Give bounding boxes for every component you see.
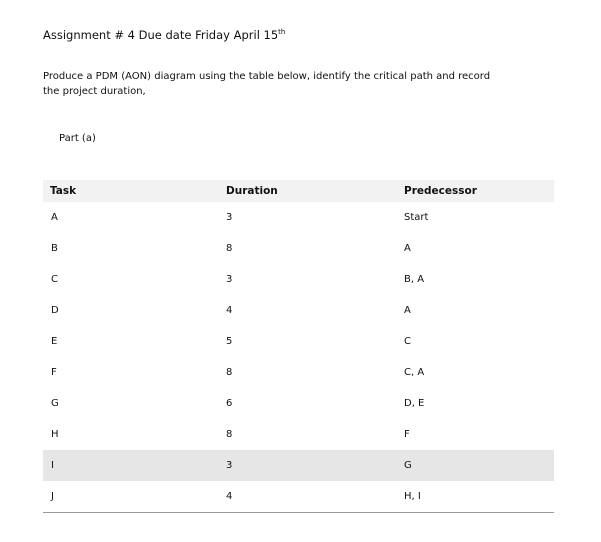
table-header-row: [43, 180, 554, 202]
duration-cell: 3: [219, 450, 397, 481]
predecessor-cell: C: [404, 336, 411, 347]
instructions-text: Produce a PDM (AON) diagram using the table below, identify the critical path and record the project duration,: [43, 71, 491, 97]
duration-cell: 8: [226, 243, 233, 254]
table-row: [43, 388, 554, 419]
table-row: [43, 326, 554, 357]
task-cell: I: [43, 450, 219, 481]
duration-cell: 8: [226, 367, 233, 378]
table-row: [43, 481, 554, 513]
duration-cell: 3: [226, 212, 233, 223]
duration-cell: 8: [226, 429, 233, 440]
predecessor-cell: A: [404, 243, 411, 254]
predecessor-cell: A: [404, 305, 411, 316]
assignment-title: [43, 28, 285, 42]
duration-cell: 5: [226, 336, 233, 347]
table-row: [43, 202, 554, 233]
predecessor-cell: G: [397, 450, 554, 481]
task-cell: F: [51, 367, 57, 378]
duration-cell: 4: [226, 305, 233, 316]
task-cell: A: [51, 212, 58, 223]
assignment-title-main: Assignment # 4 Due date Friday April 15: [43, 28, 279, 42]
duration-cell: 3: [226, 274, 233, 285]
task-cell: D: [51, 305, 59, 316]
predecessor-cell: F: [404, 429, 410, 440]
task-cell: E: [51, 336, 58, 347]
table-row: [43, 233, 554, 264]
header-duration: Duration: [219, 180, 397, 202]
header-task: Task: [43, 180, 219, 202]
predecessor-cell: H, I: [397, 481, 554, 513]
task-cell: C: [51, 274, 58, 285]
predecessor-cell: Start: [404, 212, 429, 223]
predecessor-cell: B, A: [404, 274, 425, 285]
assignment-title-suffix: th: [278, 28, 286, 36]
table-row: [43, 295, 554, 326]
task-cell: B: [51, 243, 58, 254]
predecessor-cell: D, E: [404, 398, 425, 409]
part-label: Part (a): [59, 133, 96, 144]
table-row: [43, 419, 554, 450]
task-cell: J: [43, 481, 219, 513]
header-predecessor: Predecessor: [397, 180, 554, 202]
task-cell: G: [51, 398, 59, 409]
task-table: [43, 180, 554, 513]
duration-cell: 6: [226, 398, 233, 409]
table-row: [43, 357, 554, 388]
task-cell: H: [51, 429, 59, 440]
predecessor-cell: C, A: [404, 367, 425, 378]
table-row: [43, 264, 554, 295]
table-row: [43, 450, 554, 481]
duration-cell: 4: [219, 481, 397, 513]
